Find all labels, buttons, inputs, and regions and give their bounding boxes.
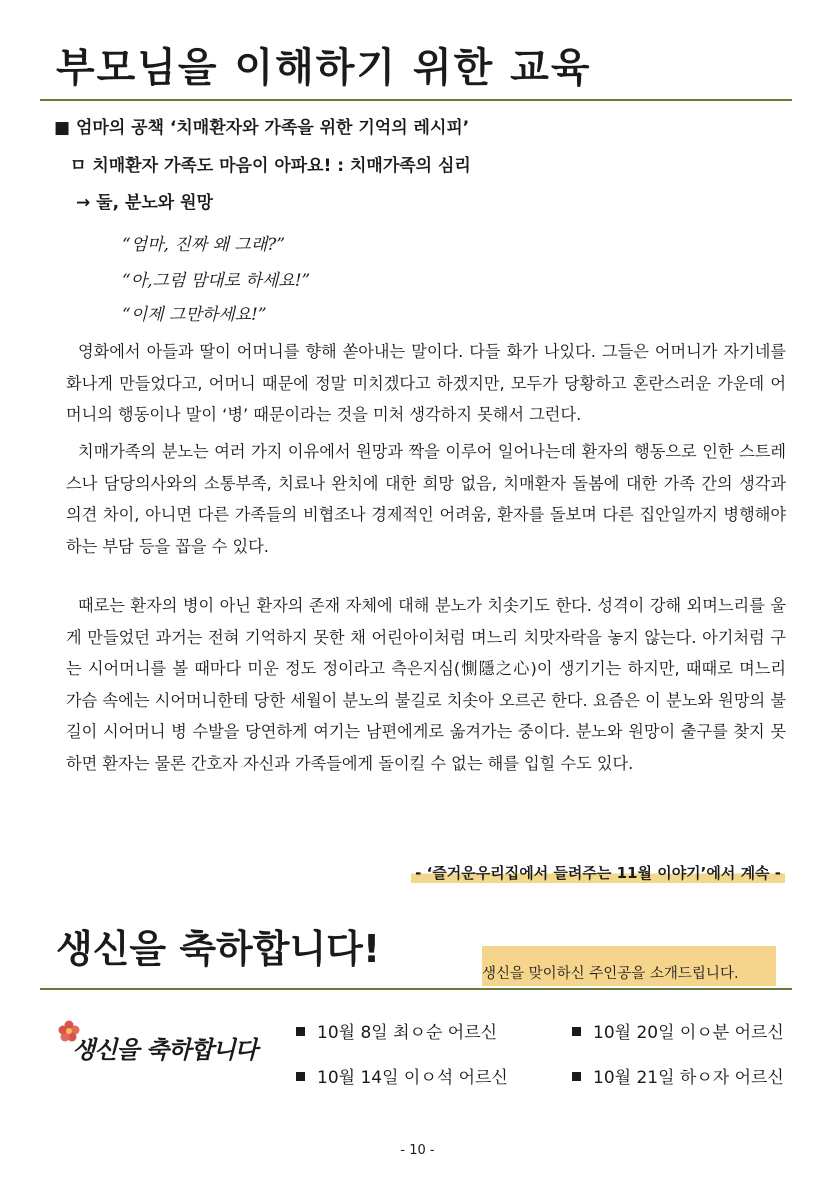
square-bullet-icon <box>572 1027 581 1036</box>
paragraph-2: 치매가족의 분노는 여러 가지 이유에서 원망과 짝을 이루어 일어나는데 환자의 행동으로 인한 스트레스나 담당의사와의 소통부족, 치료나 완치에 대한 희망 없음, 치매환자 돌봄에 대한 가족 간의 생각과 의견 차이, 아니면 다른 가족들의 비협조나 경제적인 어려움, 환자를 돌보며 다른 집안일까지 병행해야 하는 부담 등을 꼽을 수 있다. <box>66 442 786 556</box>
paragraph-1: 영화에서 아들과 딸이 어머니를 향해 쏟아내는 말이다. 다들 화가 나있다. 그들은 어머니가 자기네를 화나게 만들었다고, 어머니 때문에 정말 미치겠다고 하겠지만, 모두가 당황하고 혼란스러운 가운데 어머니의 행동이나 말이 ‘병’ 때문이라는 것을 미처 생각하지 못해서 그런다. <box>66 342 786 424</box>
source-credit: - ‘즐거운우리집에서 들려주는 11월 이야기’에서 계속 - <box>411 862 785 883</box>
quote-1: “엄마, 진짜 왜 그래?” <box>122 235 286 255</box>
birthday-banner-text: 생신을 맞이하신 주인공을 소개드립니다. <box>482 966 739 982</box>
page-number: - 10 - <box>400 1143 435 1158</box>
paragraph-3: 때로는 환자의 병이 아닌 환자의 존재 자체에 대해 분노가 치솟기도 한다. 성격이 강해 외며느리를 울게 만들었던 과거는 전혀 기억하지 못한 채 어린아이처럼 며느리 치맛자락을 놓지 않는다. 아기처럼 구는 시어머니를 볼 때마다 미운 정도 정이라고 측은지심(惻隱之心)이 생기기는 하지만, 때때로 며느리 가슴 속에는 시어머니한테 당한 세월이 분노의 불길로 치솟아 오르곤 한다. 요즘은 이 분노와 원망의 불길이 시어머니 병 수발을 당연하게 여기는 남편에게로 옮겨가는 중이다. 분노와 원망이 출구를 찾지 못하면 환자는 물론 간호자 자신과 가족들에게 돌이킬 수 없는 해를 입힐 수도 있다. <box>66 596 786 773</box>
birthday-item: 10월 8일 최ㅇ순 어르신 <box>296 1018 497 1043</box>
square-bullet-icon <box>296 1027 305 1036</box>
quote-3: “이제 그만하세요!” <box>122 305 267 325</box>
square-bullet-icon <box>296 1072 305 1081</box>
birthday-item: 10월 21일 하ㅇ자 어르신 <box>572 1063 784 1088</box>
birthday-item: 10월 14일 이ㅇ석 어르신 <box>296 1063 508 1088</box>
quote-2: “아,그럼 맘대로 하세요!” <box>122 271 311 291</box>
birthday-title: 생신을 축하합니다! <box>56 927 381 971</box>
page-title: 부모님을 이해하기 위한 교육 <box>56 45 592 91</box>
birthday-divider <box>40 988 792 990</box>
sub-heading: ㅁ 치매환자 가족도 마음이 아파요! : 치매가족의 심리 <box>70 156 471 176</box>
birthday-logo-text: 생신을 축하합니다 <box>72 1035 257 1064</box>
arrow-heading: → 둘, 분노와 원망 <box>76 193 213 213</box>
square-bullet-icon <box>572 1072 581 1081</box>
bullet-heading: ■ 엄마의 공책 ‘치매환자와 가족을 위한 기억의 레시피’ <box>54 118 470 138</box>
title-divider <box>40 99 792 101</box>
birthday-item: 10월 20일 이ㅇ분 어르신 <box>572 1018 784 1043</box>
